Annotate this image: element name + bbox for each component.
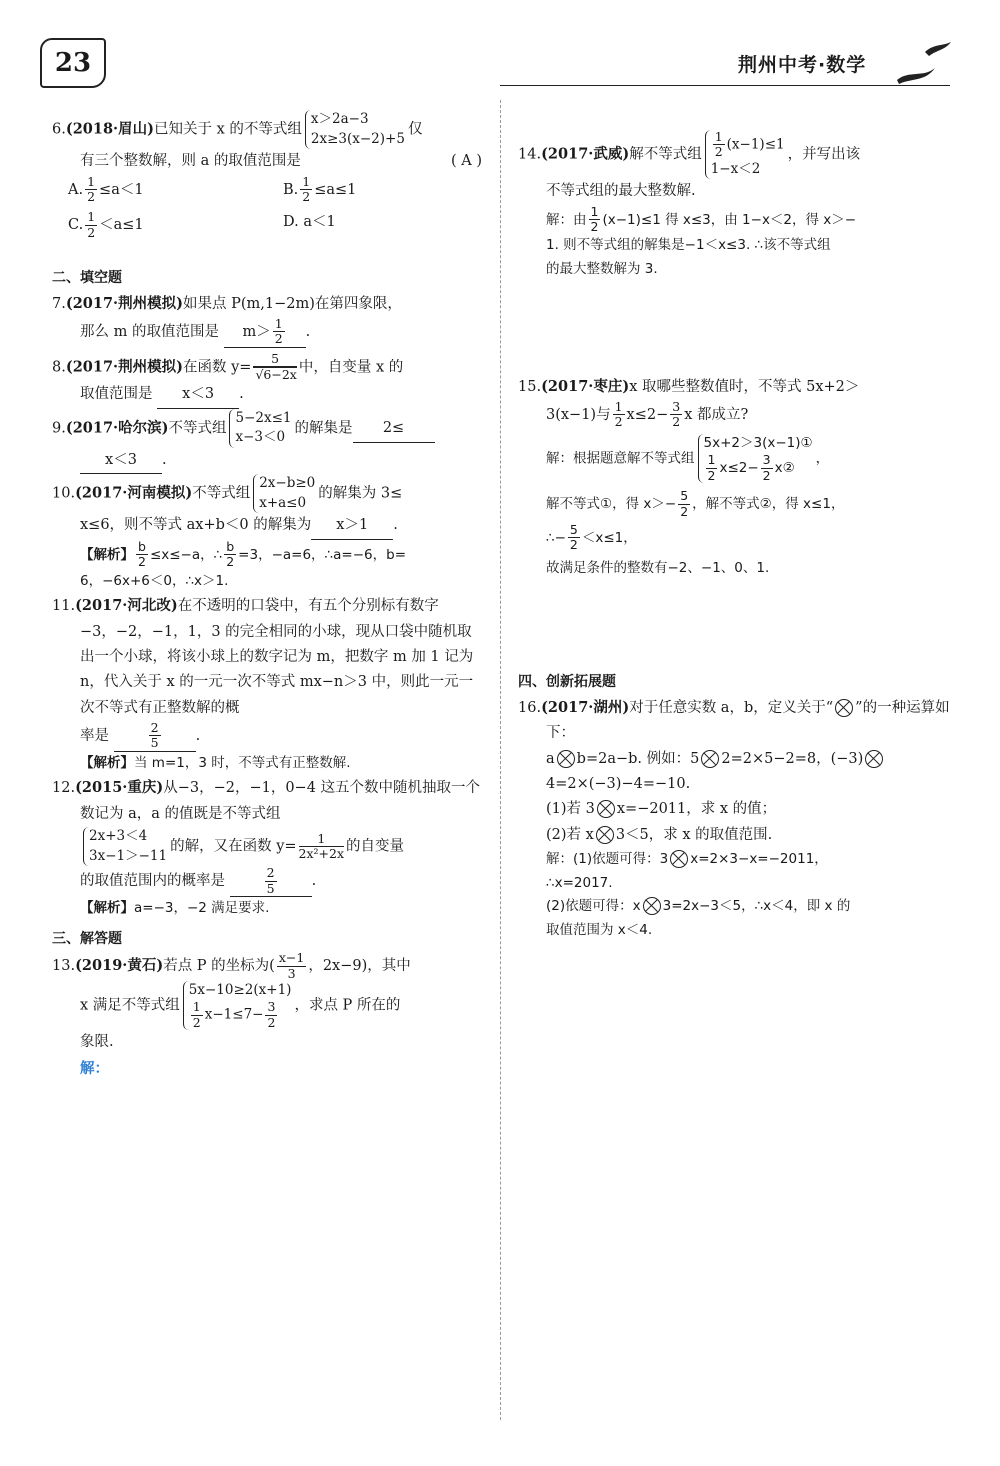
book-title: 荆州中考·数学: [738, 54, 867, 76]
header-rule: [500, 85, 950, 86]
analysis-note: 【解析】 $\frac{b}{2}$ ≤x≤−a，∴ $\frac{b}{2}$ =3，−a=6，∴a=−6，b=: [80, 538, 407, 570]
inequality-system: x＞2a−3 2x≥3(x−2)+5: [305, 110, 405, 149]
question-16: 16.(2017·湖州)对于任意实数 a，b，定义关于“ ”的一种运算如下： a b=2a−b. 例如：5 2=2×5−2=8，(−3) 4=2×(−3)−4=−10. (1)若 3 x=−2011，求 x 的值； (2)若 x 3＜5，求 x 的取值范围. 解：(1)依题可得：3 x=2×3−x=−2011， ∴x=2017. (2)依题可得：x 3=2x−3＜5，∴x＜4，即 x 的 取值范围为 x＜4.: [518, 698, 950, 938]
question-7: 7.(2017·荆州模拟)如果点 P(m,1−2m)在第四象限， 那么 m 的取值范围是 m＞ $\frac{1}{2}$ .: [52, 294, 402, 347]
question-12: 12.(2015·重庆)从−3，−2，−1，0−4 这五个数中随机抽取一个数记为 a，a 的值既是不等式组 2x+3＜4 3x−1＞−11 的解，又在函数 y= $\frac{1}{\text{2x²+2x}}$ 的自变量 的取值范围内的概率是 $\frac{2}{5}$ . 【解析】a=−3，−2 满足要求.: [52, 775, 482, 920]
answer-blank: x＜3: [157, 382, 239, 408]
question-9: 9.(2017·哈尔滨)不等式组 5−2x≤1 x−3＜0 的解集是 2≤ x＜3 .: [52, 409, 482, 475]
otimes-icon: [557, 750, 575, 768]
answer-blank: 2≤: [353, 416, 435, 442]
otimes-icon: [835, 699, 853, 717]
otimes-icon: [670, 850, 688, 868]
otimes-icon: [643, 897, 661, 915]
question-6: 6.(2018·眉山)已知关于 x 的不等式组 x＞2a−3 2x≥3(x−2)+5 仅 有三个整数解，则 a 的取值范围是 ( A ) A. $\frac{1}{2}$ ≤a＜1 B. $\frac{1}{2}$ ≤a≤1 C. $\frac{1}{2}$ ＜a≤1 D. a＜1: [52, 111, 482, 240]
section-heading-solve: 三、解答题: [52, 930, 122, 947]
option-d: D. a＜1: [283, 214, 336, 231]
left-column: [52, 110, 482, 1081]
options-row-1: [52, 175, 482, 205]
answer-choice: ( A ): [450, 153, 482, 170]
answer-blank: x＜3: [80, 448, 162, 474]
answer-blank: m＞ $\frac{1}{2}$: [224, 317, 306, 348]
otimes-icon: [596, 826, 614, 844]
page-number: 23: [40, 38, 106, 88]
option-c: C. $\frac{1}{2}$ ＜a≤1: [68, 209, 144, 240]
section-heading-fill: 二、填空题: [52, 270, 122, 286]
question-8: 8.(2017·荆州模拟)在函数 y= $\frac{5}{√6-2x}$ 中，自变量 x 的 取值范围是 x＜3 .: [52, 352, 482, 409]
otimes-icon: [701, 750, 719, 768]
solution-label: 解：: [80, 1059, 109, 1077]
section-heading-extend: 四、创新拓展题: [518, 674, 616, 691]
question-11: 11.(2017·河北改)在不透明的口袋中，有五个分别标有数字−3，−2，−1，1，3 的完全相同的小球，现从口袋中随机取出一个小球，将该小球上的数字记为 m，把数字 m 加 1 记为 n，代入关于 x 的一元一次不等式 mx−n＞3 中，则此一元一次不等式有正整数解的概 率是 $\frac{2}{5}$ . 【解析】当 m=1，3 时，不等式有正整数解.: [52, 593, 482, 775]
otimes-icon: [865, 750, 883, 768]
option-a: A. $\frac{1}{2}$ ≤a＜1: [68, 173, 144, 204]
analysis-note: 【解析】a=−3，−2 满足要求.: [80, 900, 270, 916]
question-14: 14.(2017·武威)解不等式组 $\frac{1}{2}$ (x−1)≤1 1−x＜2 ，并写出该 不等式组的最大整数解. 解：由 $\frac{1}{2}$ (x−1)≤1 得 x≤3，由 1−x＜2，得 x＞− 1. 则不等式组的解集是−1＜x≤3. ∴该不等式组 的最大整数解为 3.: [518, 129, 861, 278]
question-15: 15.(2017·枣庄)x 取哪些整数值时，不等式 5x+2＞ 3(x−1)与 $\frac{1}{2}$ x≤2− $\frac{3}{2}$ x 都成立? 解：根据题意解不等式组 5x+2＞3(x−1)① $\frac{1}{2}$ x≤2− $\frac{3}{2}$ x② ， 解不等式①，得 x＞− $\frac{5}{2}$ ，解不等式②，得 x≤1， ∴− $\frac{5}{2}$ ＜x≤1， 故满足条件的整数有−2、−1、0、1.: [518, 377, 860, 576]
answer-blank: $\frac{2}{5}$: [230, 866, 312, 897]
analysis-note: 【解析】当 m=1，3 时，不等式有正整数解.: [80, 754, 351, 771]
bird-icon: [895, 40, 955, 90]
options-row-2: [52, 210, 482, 240]
answer-blank: $\frac{2}{5}$: [114, 721, 196, 752]
otimes-icon: [597, 800, 615, 818]
column-divider: [500, 100, 501, 1420]
question-13: 13.(2019·黄石)若点 P 的坐标为( $\frac{x-1}{3}$ ，2x−9)，其中 x 满足不等式组 5x−10≥2(x+1) $\frac{1}{2}$ x−1≤7− $\frac{3}{2}$ ，求点 P 所在的 象限. 解：: [52, 951, 482, 1081]
question-10: 10.(2017·河南模拟)不等式组 2x−b≥0 x+a≤0 的解集为 3≤ x≤6，则不等式 ax+b＜0 的解集为 x＞1 . 【解析】 $\frac{b}{2}$ ≤x≤−a，∴ $\frac{b}{2}$ =3，−a=6，∴a=−6，b= 6，−6x+6＜0，∴x＞1.: [52, 474, 482, 593]
answer-blank: x＞1: [311, 513, 393, 539]
option-b: B. $\frac{1}{2}$ ≤a≤1: [283, 173, 357, 204]
right-column: [518, 130, 950, 943]
